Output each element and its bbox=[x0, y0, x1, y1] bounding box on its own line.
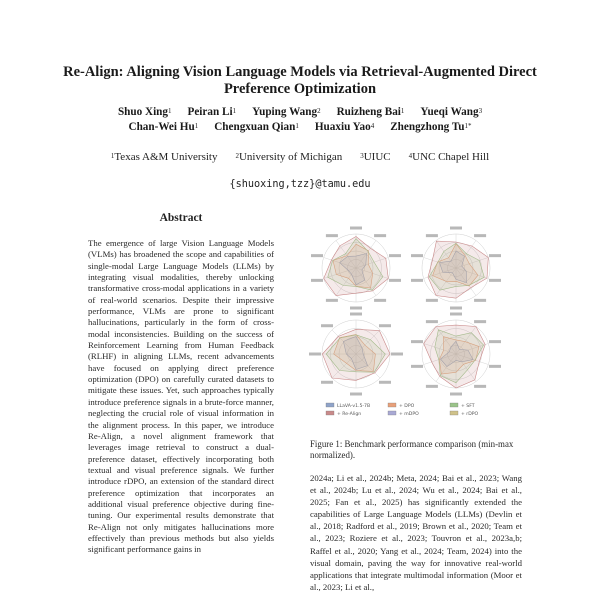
author-affiliation-mark: 4 bbox=[370, 122, 375, 130]
abstract-text bbox=[88, 238, 274, 600]
legend-label: + Re-Align bbox=[337, 412, 362, 417]
radar-axis-label-mark bbox=[374, 299, 386, 302]
radar-axis-label-mark bbox=[379, 381, 391, 384]
radar-axis-label-mark bbox=[309, 353, 321, 356]
affiliation-mark: 2 bbox=[235, 152, 239, 160]
author-affiliation-mark: 2 bbox=[317, 107, 321, 115]
radar-axis-label-mark bbox=[489, 365, 501, 368]
paper-title: Re-Align: Aligning Vision Language Models via Retrieval-Augmented Direct Preference Optimization bbox=[63, 64, 537, 97]
body-paragraph: 2024a; Li et al., 2024b; Meta, 2024; Bai et al., 2023; Wang et al., 2024b; Lu et al., 2024; Wu et al., 2024; Bai et al., 2025; Fan et al., 2025) has significantly extended the capabilities of Large Language Models (LLMs) (Devlin et al., 2018; Radford et al., 2019; Brown et al., 2020; Team et al., 2023; Roziere et al., 2023; Touvron et al., 2023a,b; Raffel et al., 2020; Yang et al., 2024; Team, 2024) into the visual domain, paving the way for innovative real-world applications that integrate multimodal information (Moor et al., 2023; Li et al., bbox=[310, 473, 522, 592]
author-name: Chengxuan Qian$^1$ bbox=[214, 121, 299, 133]
radar-axis-label-mark bbox=[474, 320, 486, 323]
affiliation-mark: 3 bbox=[360, 152, 364, 160]
figure-1 bbox=[300, 226, 512, 436]
radar-axis-label-mark bbox=[374, 234, 386, 237]
affiliation-name: UNC Chapel Hill bbox=[412, 151, 490, 163]
radar-axis-label-mark bbox=[389, 279, 401, 282]
author-affiliation-mark: 1 bbox=[194, 122, 199, 130]
legend-swatch bbox=[450, 403, 458, 407]
affiliation-name: UIUC bbox=[363, 151, 391, 163]
abstract-heading: Abstract bbox=[159, 212, 203, 224]
author-name: Yueqi Wang$^3$ bbox=[420, 106, 483, 118]
affiliation bbox=[111, 151, 218, 163]
radar-axis-label-mark bbox=[311, 279, 323, 282]
author-name: Zhengzhong $Tu^{1*}$ bbox=[390, 121, 472, 133]
author-list bbox=[60, 105, 540, 135]
author-affiliation-mark: 1* bbox=[464, 122, 472, 130]
radar-axis-label-mark bbox=[411, 340, 423, 343]
radar-axis-label-mark bbox=[379, 324, 391, 327]
affiliation bbox=[409, 151, 490, 163]
legend-label: + DPO bbox=[399, 404, 415, 409]
radar-axis-label-mark bbox=[411, 365, 423, 368]
legend-label: + rDPO bbox=[461, 412, 479, 417]
radar-axis-label-mark bbox=[426, 234, 438, 237]
radar-axis-label-mark bbox=[389, 254, 401, 257]
legend-swatch bbox=[388, 403, 396, 407]
affiliation bbox=[360, 151, 390, 163]
radar-series-polygon bbox=[322, 329, 390, 380]
radar-axis-label-mark bbox=[350, 307, 362, 310]
affiliation-mark: 1 bbox=[110, 152, 115, 160]
radar-axis-label-mark bbox=[474, 385, 486, 388]
author-name: Huaxiu Yao$^4$ bbox=[314, 121, 375, 133]
author-affiliation-mark: 3 bbox=[478, 107, 483, 115]
body-text-right-column bbox=[310, 472, 522, 600]
legend-swatch bbox=[450, 411, 458, 415]
affiliation-name: Texas A&M University bbox=[114, 151, 218, 163]
figure-caption: Figure 1: Benchmark performance comparison (min-max normalized). bbox=[310, 439, 514, 461]
legend-swatch bbox=[326, 411, 334, 415]
author-affiliation-mark: 1 bbox=[168, 107, 172, 115]
radar-series-polygon bbox=[424, 325, 486, 388]
radar-axis-label-mark bbox=[350, 227, 362, 230]
legend-swatch bbox=[326, 403, 334, 407]
radar-axis-label-mark bbox=[326, 234, 338, 237]
radar-axis-label-mark bbox=[426, 299, 438, 302]
radar-axis-label-mark bbox=[321, 381, 333, 384]
affiliation-list bbox=[60, 150, 540, 164]
author-name: Chan-Wei Hu$^1$ bbox=[128, 121, 199, 133]
radar-axis-label-mark bbox=[321, 324, 333, 327]
affiliation bbox=[235, 151, 342, 163]
radar-series-polygon bbox=[428, 241, 488, 298]
radar-axis-label-mark bbox=[450, 393, 462, 396]
radar-axis-label-mark bbox=[426, 320, 438, 323]
radar-axis-label-mark bbox=[411, 254, 423, 257]
author-name: Peiran Li$^1$ bbox=[187, 106, 237, 118]
radar-axis-label-mark bbox=[411, 279, 423, 282]
radar-charts-figure bbox=[300, 226, 512, 436]
author-name: Ruizheng Bai$^1$ bbox=[336, 106, 405, 118]
author-name: Yuping Wang$^2$ bbox=[252, 106, 321, 118]
author-affiliation-mark: 1 bbox=[295, 122, 299, 130]
radar-axis-label-mark bbox=[489, 340, 501, 343]
legend-label: + mDPO bbox=[399, 412, 419, 417]
radar-axis-label-mark bbox=[489, 279, 501, 282]
radar-axis-label-mark bbox=[326, 299, 338, 302]
radar-series-polygon bbox=[324, 237, 389, 296]
radar-axis-label-mark bbox=[450, 227, 462, 230]
radar-axis-label-mark bbox=[391, 353, 403, 356]
radar-axis-label-mark bbox=[474, 299, 486, 302]
legend-label: LLaVA-v1.5-7B bbox=[337, 404, 371, 409]
legend-swatch bbox=[388, 411, 396, 415]
radar-axis-label-mark bbox=[450, 313, 462, 316]
legend-label: + SFT bbox=[461, 404, 475, 409]
radar-axis-label-mark bbox=[350, 393, 362, 396]
author-name: Shuo Xing$^1$ bbox=[117, 106, 172, 118]
radar-axis-label-mark bbox=[474, 234, 486, 237]
radar-axis-label-mark bbox=[350, 313, 362, 316]
author-affiliation-mark: 1 bbox=[400, 107, 405, 115]
radar-axis-label-mark bbox=[450, 307, 462, 310]
radar-axis-label-mark bbox=[311, 254, 323, 257]
radar-axis-label-mark bbox=[426, 385, 438, 388]
affiliation-name: University of Michigan bbox=[238, 151, 343, 163]
author-affiliation-mark: 1 bbox=[232, 107, 237, 115]
contact-email: {shuoxing,tzz}@tamu.edu bbox=[229, 179, 371, 190]
abstract-paragraph: The emergence of large Vision Language Models (VLMs) has broadened the scope and capabilities of single-modal Large Language Models (LLMs) by integrating visual modalities, thereby unlocking transformative cross-modal applications in a variety of real-world scenarios. Despite their impressive performance, VLMs are prone to significant hallucinations, particularly in the form of cross-modal inconsistencies. Building on the success of Reinforcement Learning from Human Feedback (RLHF) in aligning LLMs, recent advancements have focused on applying direct preference optimization (DPO) on carefully curated datasets to mitigate these issues. Yet, such approaches typically introduce preference signals in a brute-force manner, neglecting the crucial role of visual information in the alignment process. In this paper, we introduce Re-Align, a novel alignment framework that leverages image retrieval to construct a dual-preference dataset, effectively incorporating both textual and visual preference signals. We further introduce rDPO, an extension of the standard direct preference optimization that incorporates an additional visual preference objective during fine-tuning. Our experimental results demonstrate that Re-Align not only mitigates hallucinations more effectively than previous methods but also yields significant performance gains in bbox=[88, 238, 274, 555]
radar-axis-label-mark bbox=[489, 254, 501, 257]
affiliation-mark: 4 bbox=[408, 152, 413, 160]
